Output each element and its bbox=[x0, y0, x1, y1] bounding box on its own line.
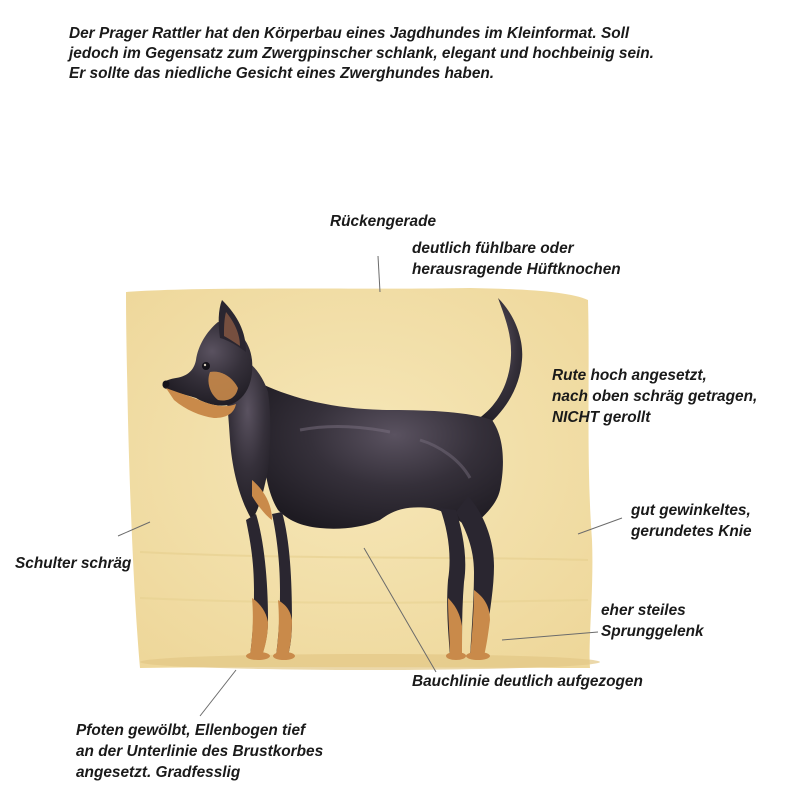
label-hueftknochen bbox=[412, 238, 621, 280]
ground-shadow bbox=[140, 654, 600, 670]
label-line: angesetzt. Gradfesslig bbox=[76, 764, 241, 781]
label-rute bbox=[552, 365, 757, 428]
label-knie bbox=[631, 500, 752, 542]
pointer-ruecken bbox=[378, 256, 380, 292]
label-line: herausragende Hüftknochen bbox=[412, 261, 621, 278]
intro-line: jedoch im Gegensatz zum Zwergpinscher schlank, elegant und hochbeinig sein. bbox=[69, 45, 654, 62]
label-line: NICHT gerollt bbox=[552, 409, 651, 426]
label-line: eher steiles bbox=[601, 602, 686, 619]
label-line: Bauchlinie deutlich aufgezogen bbox=[412, 673, 643, 690]
label-schulter bbox=[15, 554, 131, 574]
dog-eye bbox=[202, 362, 210, 370]
intro-line: Er sollte das niedliche Gesicht eines Zwerghundes haben. bbox=[69, 65, 495, 82]
label-line: Schulter schräg bbox=[15, 555, 132, 572]
label-line: Rute hoch angesetzt, bbox=[552, 367, 707, 384]
dog-front-paw bbox=[246, 652, 270, 660]
dog-hind-paw bbox=[466, 652, 490, 660]
label-line: gut gewinkeltes, bbox=[631, 502, 751, 519]
pointer-pfoten bbox=[200, 670, 236, 716]
dog-nose bbox=[163, 381, 170, 388]
dog-eye-highlight bbox=[204, 364, 206, 366]
label-line: gerundetes Knie bbox=[631, 523, 752, 540]
label-line: nach oben schräg getragen, bbox=[552, 388, 758, 405]
label-line: an der Unterlinie des Brustkorbes bbox=[76, 743, 324, 760]
dog-hind-paw-back bbox=[446, 652, 466, 660]
label-rueckengerade bbox=[330, 212, 436, 232]
label-line: Pfoten gewölbt, Ellenbogen tief bbox=[76, 722, 306, 739]
label-line: deutlich fühlbare oder bbox=[412, 240, 574, 257]
intro-line: Der Prager Rattler hat den Körperbau eines Jagdhundes im Kleinformat. Soll bbox=[69, 25, 630, 42]
label-line: Sprunggelenk bbox=[601, 623, 704, 640]
label-sprunggelenk bbox=[601, 600, 704, 642]
label-line: Rückengerade bbox=[330, 213, 437, 230]
dog-front-paw-back bbox=[273, 652, 295, 660]
label-bauchlinie bbox=[412, 672, 643, 692]
label-pfoten bbox=[76, 720, 323, 783]
